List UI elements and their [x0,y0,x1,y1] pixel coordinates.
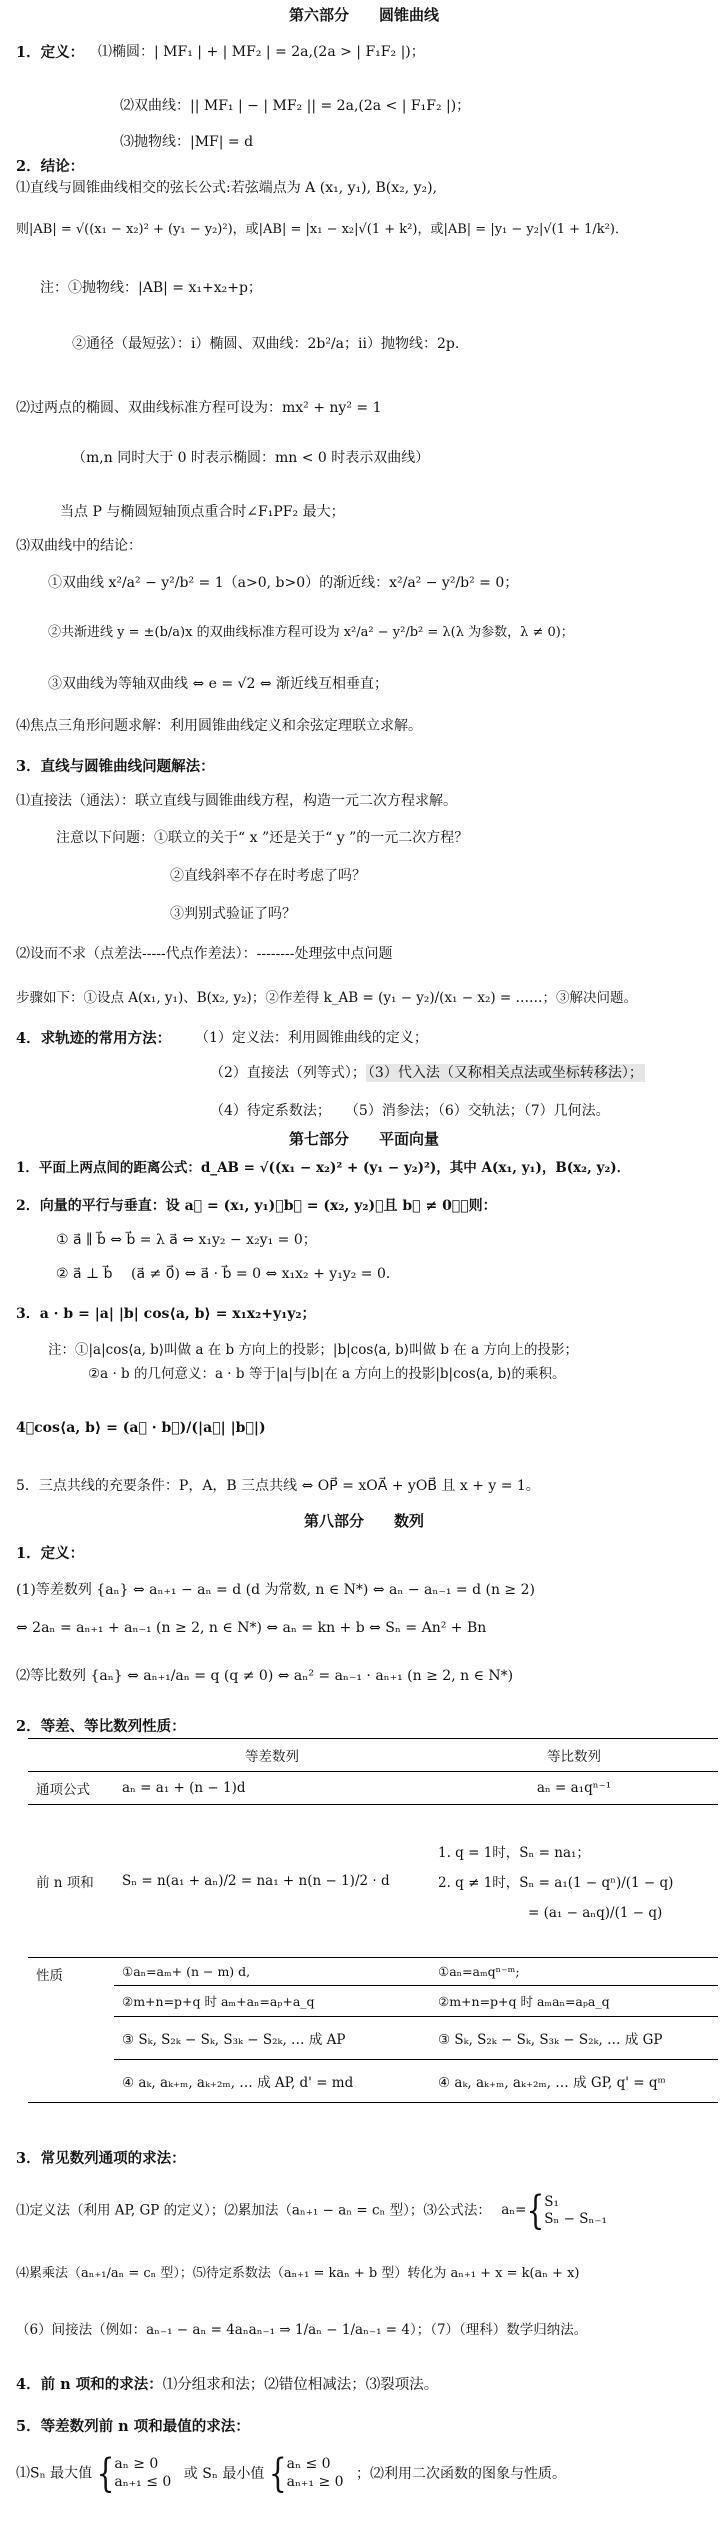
geometric-sum [430,1805,718,1958]
part6-hyperbola-definition: ⑵双曲线：|| MF₁ | − | MF₂ || = 2a,(2a < | F₁F₂ |)； [120,98,471,114]
part6-note-2: ②直线斜率不存在时考虑了吗？ [170,868,366,884]
part6-trajectory-substitution: （3）代入法（又称相关点法或坐标转移法）； [367,1065,643,1081]
part8-s4-line [16,2376,438,2394]
part8-max-label: ⑴Sₙ 最大值 [16,2465,93,2482]
part7-title: 第七部分 平面向量 [288,1130,439,1148]
part6-common-asymptote: ②共渐进线 y = ±(b/a)x 的双曲线标准方程可设为 x²/a² − y²/b² = λ(λ 为参数，λ ≠ 0)； [48,625,574,640]
table-header-geometric: 等比数列 [430,1739,718,1772]
part6-steps: 步骤如下：①设点 A(x₁, y₁)、B(x₂, y₂)；②作差得 k_AB = (y₁ − y₂)/(x₁ − x₂) = ……；③解决问题。 [16,990,638,1006]
row-label-general-term: 通项公式 [28,1772,114,1805]
geometric-property-2: ②m+n=p+q 时 aₘaₙ=aₚa_q [430,1986,718,2017]
part6-latus-rectum: ②通径（最短弦）：ⅰ）椭圆、双曲线：2b²/a；ⅱ）抛物线：2p. [72,336,460,352]
part8-method-1-text: ⑴定义法（利用 AP, GP 的定义）；⑵累加法（aₙ₊₁ − aₙ = cₙ 型）；⑶公式法： [16,2202,491,2219]
part6-standard-equation: ⑵过两点的椭圆、双曲线标准方程可设为：mx² + ny² = 1 [16,400,382,416]
geometric-general-term: aₙ = a₁qⁿ⁻¹ [430,1772,718,1805]
left-brace-icon: { [526,2187,545,2234]
part6-trajectory-direct: （2）直接法（列等式）； [210,1065,366,1081]
part8-s1-heading: 1．定义： [16,1545,85,1562]
part6-parabola-definition: ⑶抛物线：|MF| = d [120,134,254,150]
part8-title: 第八部分 数列 [303,1512,424,1530]
max-conditions [114,2456,171,2491]
part6-ellipse-definition: ⑴椭圆：| MF₁ | + | MF₂ | = 2a,(2a > | F₁F₂ |)； [98,44,425,60]
table-row [28,1805,718,1958]
table-row [28,2060,718,2103]
part7-geometric-meaning: ②a · b 的几何意义：a · b 等于|a|与|b|在 a 方向上的投影|b|cos⟨a, b⟩的乘积。 [88,1366,566,1382]
part6-mn-note: （m,n 同时大于 0 时表示椭圆：mn < 0 时表示双曲线） [72,450,430,466]
part7-parallel: ① a⃗ ∥ b⃗ ⇔ b⃗ = λ a⃗ ⇔ x₁y₂ − x₂y₁ = 0； [56,1232,317,1248]
part8-geometric-definition: ⑵等比数列 {aₙ} ⇔ aₙ₊₁/aₙ = q (q ≠ 0) ⇔ aₙ² = aₙ₋₁ · aₙ₊₁ (n ≥ 2, n ∈ N*) [16,1668,514,1684]
min-condition-2: aₙ₊₁ ≥ 0 [286,2473,344,2490]
case-sn-minus: Sₙ − Sₙ₋₁ [544,2210,607,2227]
part7-parallel-perpendicular: 2．向量的平行与垂直：设 a⃗ = (x₁, y₁)，b⃗ = (x₂, y₂)，且 b⃗ ≠ 0⃗，则： [16,1198,497,1214]
part6-note-3: ③判别式验证了吗？ [170,906,296,922]
part8-arithmetic-definition: (1)等差数列 {aₙ} ⇔ aₙ₊₁ − aₙ = d (d 为常数, n ∈ N*) ⇔ aₙ − aₙ₋₁ = d (n ≥ 2) [16,1582,535,1598]
table-header-arithmetic: 等差数列 [114,1739,430,1772]
part6-equilateral-hyperbola: ③双曲线为等轴双曲线 ⇔ e = √2 ⇔ 渐近线互相垂直； [48,676,389,692]
part8-general-term-methods-2: ⑷累乘法（aₙ₊₁/aₙ = cₙ 型）；⑸待定系数法（aₙ₊₁ = kaₙ + b 型）转化为 aₙ₊₁ + x = k(aₙ + x) [16,2266,580,2281]
part8-s3-heading: 3．常见数列通项的求法： [16,2150,186,2167]
table-row [28,1958,718,1986]
arithmetic-property-1: ①aₙ=aₘ+ (n − m) d, [114,1958,430,1986]
part6-s4-heading: 4．求轨迹的常用方法： [16,1030,172,1047]
part6-direct-method: ⑴直接法（通法）：联立直线与圆锥曲线方程，构造一元二次方程求解。 [16,793,457,809]
piecewise-cases [544,2194,607,2228]
part6-chord-length-intro: ⑴直线与圆锥曲线相交的弦长公式:若弦端点为 A (x₁, y₁), B(x₂, y₂), [16,180,438,196]
part6-title: 第六部分 圆锥曲线 [288,6,439,24]
table-row [28,1986,718,2017]
part8-general-term-methods-1 [16,2187,607,2234]
part6-s2-heading: 2．结论： [16,158,85,175]
sequence-properties-table [28,1738,718,2103]
part8-min-label: 或 Sₙ 最小值 [183,2465,265,2482]
min-condition-1: aₙ ≤ 0 [286,2456,331,2472]
part6-s3-heading: 3．直线与圆锥曲线问题解法： [16,758,215,775]
part6-trajectory-2 [210,1065,645,1082]
max-condition-2: aₙ₊₁ ≤ 0 [114,2473,172,2490]
row-label-sum: 前 n 项和 [28,1805,114,1958]
geometric-sum-q1: 1. q = 1时，Sₙ = na₁； [438,1845,590,1861]
geometric-property-1: ①aₙ=aₘqⁿ⁻ᵐ; [430,1958,718,1986]
part6-focal-triangle: ⑷焦点三角形问题求解：利用圆锥曲线定义和余弦定理联立求解。 [16,718,422,734]
arithmetic-sum: Sₙ = n(a₁ + aₙ)/2 = na₁ + n(n − 1)/2 · d [114,1805,430,1958]
geometric-sum-q-not-1: 2. q ≠ 1时，Sₙ = a₁(1 − qⁿ)/(1 − q) [438,1875,674,1891]
max-condition-1: aₙ ≥ 0 [114,2456,159,2472]
part7-perpendicular: ② a⃗ ⊥ b⃗ (a⃗ ≠ 0⃗) ⇔ a⃗ · b⃗ = 0 ⇔ x₁x₂ + y₁y₂ = 0． [56,1266,400,1282]
table-row [28,2017,718,2060]
table-header-row [28,1739,718,1772]
part8-general-term-methods-3: （6）间接法（例如：aₙ₋₁ − aₙ = 4aₙaₙ₋₁ ⇒ 1/aₙ − 1/aₙ₋₁ = 4）；（7）（理科）数学归纳法。 [16,2322,588,2338]
part6-note-1: 注意以下问题：①联立的关于“ x ”还是关于“ y ”的一元二次方程？ [56,830,469,846]
part6-s1-heading: 1．定义： [16,44,85,61]
part6-asymptote: ①双曲线 x²/a² − y²/b² = 1（a>0, b>0）的渐近线：x²/a² − y²/b² = 0； [48,575,519,591]
part8-piecewise: aₙ={ S₁ Sₙ − Sₙ₋₁ [501,2187,607,2234]
part6-trajectory-3: （4）待定系数法； （5）消参法；（6）交轨法；（7）几何法。 [210,1103,610,1119]
part7-projection-note: 注：①|a|cos⟨a, b⟩叫做 a 在 b 方向上的投影；|b|cos⟨a, b⟩叫做 b 在 a 方向上的投影； [48,1342,578,1358]
arithmetic-property-2: ②m+n=p+q 时 aₘ+aₙ=aₚ+a_q [114,1986,430,2017]
case-s1: S₁ [544,2194,559,2210]
part6-chord-length-formula: 则|AB| = √((x₁ − x₂)² + (y₁ − y₂)²)，或|AB| = |x₁ − x₂|√(1 + k²)，或|AB| = |y₁ − y₂|√(1 + 1/k²)． [16,222,628,237]
part7-collinear: 5．三点共线的充要条件：P，A，B 三点共线 ⇔ OP⃗ = xOA⃗ + yOB⃗ 且 x + y = 1。 [16,1478,540,1494]
arithmetic-general-term: aₙ = a₁ + (n − 1)d [114,1772,430,1805]
geometric-sum-alt: = (a₁ − aₙq)/(1 − q) [528,1905,663,1921]
part8-s4-heading: 4．前 n 项和的求法： [16,2376,163,2393]
part7-dot-product: 3．a · b = |a| |b| cos⟨a, b⟩ = x₁x₂+y₁y₂； [16,1306,316,1322]
part7-distance-formula: 1．平面上两点间的距离公式：d_AB = √((x₁ − x₂)² + (y₁ − y₂)²)，其中 A(x₁, y₁)，B(x₂, y₂)． [16,1160,631,1176]
part8-s2-heading: 2．等差、等比数列性质： [16,1718,186,1735]
table-header-blank [28,1739,114,1772]
row-label-properties: 性质 [28,1958,114,2103]
part8-s4-text: ⑴分组求和法；⑵错位相减法；⑶裂项法。 [162,2377,439,2393]
geometric-property-3: ③ Sₖ, S₂ₖ − Sₖ, S₃ₖ − S₂ₖ, … 成 GP [430,2017,718,2060]
min-conditions [287,2456,344,2491]
part6-point-difference: ⑵设而不求（点差法-----代点作差法）：--------处理弦中点问题 [16,946,393,962]
part8-extremum-line [16,2449,567,2497]
part6-max-angle-note: 当点 P 与椭圆短轴顶点重合时∠F₁PF₂ 最大； [60,504,345,520]
part8-s5-heading: 5．等差数列前 n 项和最值的求法： [16,2418,250,2435]
left-brace-icon: { [268,2449,287,2497]
arithmetic-property-4: ④ aₖ, aₖ₊ₘ, aₖ₊₂ₘ, … 成 AP, d' = md [114,2060,430,2103]
arithmetic-property-3: ③ Sₖ, S₂ₖ − Sₖ, S₃ₖ − S₂ₖ, … 成 AP [114,2017,430,2060]
part8-quadratic-method: ；⑵利用二次函数的图象与性质。 [356,2465,567,2482]
part6-parabola-focal-chord: 注：①抛物线：|AB| = x₁+x₂+p； [40,280,262,296]
part6-hyperbola-conclusions: ⑶双曲线中的结论： [16,538,142,554]
left-brace-icon: { [96,2449,115,2497]
part6-trajectory-1: （1）定义法：利用圆锥曲线的定义； [195,1030,428,1046]
geometric-property-4: ④ aₖ, aₖ₊ₘ, aₖ₊₂ₘ, … 成 GP, q' = qᵐ [430,2060,718,2103]
table-row [28,1772,718,1805]
part7-cosine: 4．cos⟨a, b⟩ = (a⃗ · b⃗)/(|a⃗| |b⃗|) [16,1420,266,1436]
part8-arithmetic-equivalents: ⇔ 2aₙ = aₙ₊₁ + aₙ₋₁ (n ≥ 2, n ∈ N*) ⇔ aₙ = kn + b ⇔ Sₙ = An² + Bn [16,1620,487,1636]
